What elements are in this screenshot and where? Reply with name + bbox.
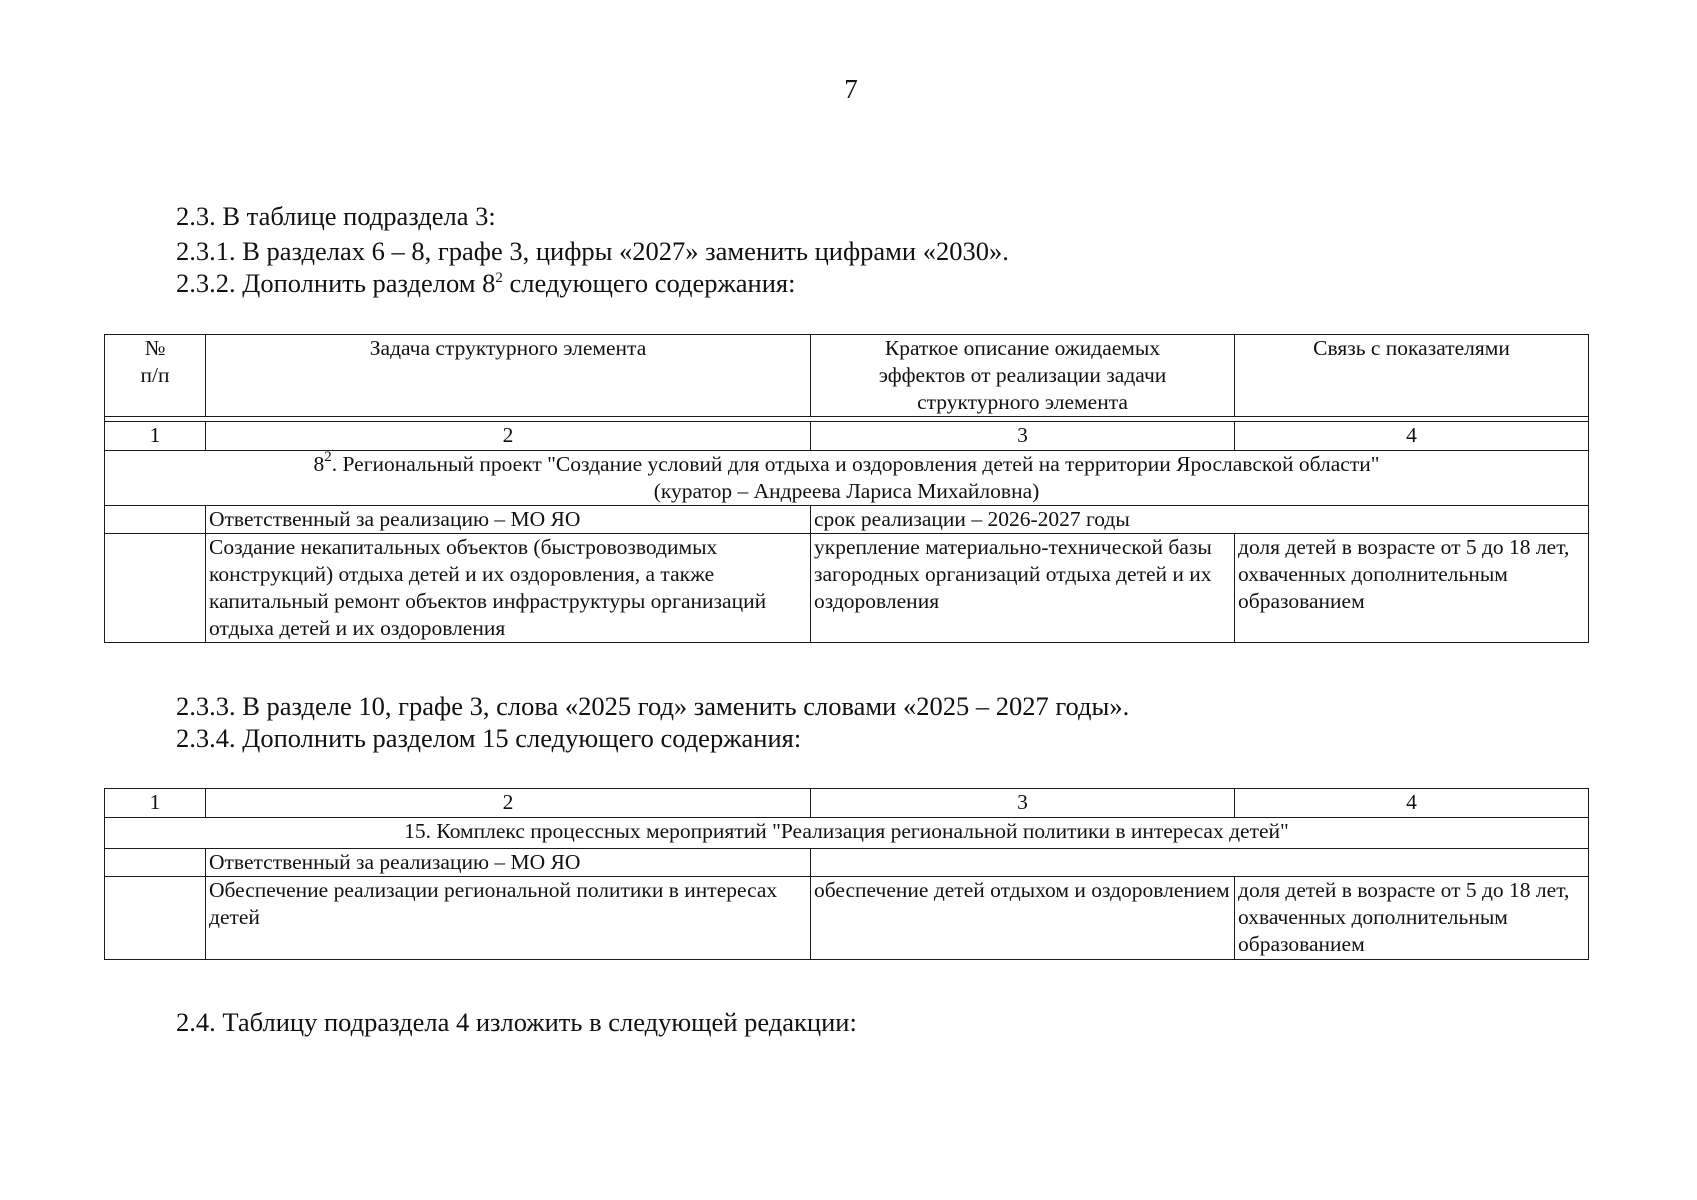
effects-cell: укрепление материально-технической базы загородных организаций отдыха детей и их оздоровления <box>811 534 1235 643</box>
col-number-3: 3 <box>811 789 1235 818</box>
task-cell: Обеспечение реализации региональной политики в интересах детей <box>206 877 811 960</box>
col-number-2: 2 <box>206 422 811 451</box>
paragraph-2-3-2-text-end: следующего содержания: <box>502 268 796 298</box>
col-number-4: 4 <box>1235 422 1589 451</box>
col-number-3: 3 <box>811 422 1235 451</box>
empty-cell <box>105 877 206 960</box>
paragraph-2-4: 2.4. Таблицу подраздела 4 изложить в следующей редакции: <box>176 1007 857 1037</box>
section-curator: (куратор – Андреева Лариса Михайловна) <box>653 479 1040 503</box>
section-title-row <box>105 451 1589 506</box>
table-section-15 <box>104 788 1589 960</box>
page-number: 7 <box>844 74 858 104</box>
header-link: Связь с показателями <box>1235 335 1589 417</box>
paragraph-2-3-2 <box>176 268 795 298</box>
superscript: 2 <box>495 270 503 286</box>
section-title <box>105 451 1589 506</box>
paragraph-2-3-3: 2.3.3. В разделе 10, графе 3, слова «2025 год» заменить словами «2025 – 2027 годы». <box>176 691 1130 721</box>
col-number-1: 1 <box>105 422 206 451</box>
link-cell: доля детей в возрасте от 5 до 18 лет, охваченных дополнительным образованием <box>1235 534 1589 643</box>
header-task: Задача структурного элемента <box>206 335 811 417</box>
task-cell: Создание некапитальных объектов (быстровозводимых конструкций) отдыха детей и их оздоровления, а также капитальный ремонт объектов инфраструктуры организаций отдыха детей и их оздоровления <box>206 534 811 643</box>
table-header-row <box>105 335 1589 417</box>
empty-cell <box>811 849 1589 877</box>
paragraph-2-3: 2.3. В таблице подраздела 3: <box>176 201 496 231</box>
section-title-row <box>105 818 1589 849</box>
table-section-8-2 <box>104 334 1589 643</box>
empty-cell <box>105 534 206 643</box>
empty-cell <box>105 849 206 877</box>
section-title-superscript: 2 <box>324 450 332 465</box>
column-number-row <box>105 422 1589 451</box>
empty-cell <box>105 506 206 534</box>
table-row <box>105 877 1589 960</box>
header-num: № п/п <box>105 335 206 417</box>
section-title-text: . Региональный проект "Создание условий для отдыха и оздоровления детей на территории Ярославской области" <box>331 452 1380 476</box>
col-number-4: 4 <box>1235 789 1589 818</box>
paragraph-2-3-1: 2.3.1. В разделах 6 – 8, графе 3, цифры «2027» заменить цифрами «2030». <box>176 236 1009 266</box>
effects-cell: обеспечение детей отдыхом и оздоровлением <box>811 877 1235 960</box>
section-title-number: 8 <box>313 452 325 476</box>
term-cell: срок реализации – 2026-2027 годы <box>811 506 1589 534</box>
col-number-1: 1 <box>105 789 206 818</box>
paragraph-2-3-2-text: 2.3.2. Дополнить разделом 8 <box>176 268 496 298</box>
paragraph-2-3-4: 2.3.4. Дополнить разделом 15 следующего содержания: <box>176 723 802 753</box>
col-number-2: 2 <box>206 789 811 818</box>
header-effects: Краткое описание ожидаемых эффектов от реализации задачи структурного элемента <box>811 335 1235 417</box>
responsible-cell: Ответственный за реализацию – МО ЯО <box>206 506 811 534</box>
responsible-row <box>105 849 1589 877</box>
column-number-row <box>105 789 1589 818</box>
section-title: 15. Комплекс процессных мероприятий "Реализация региональной политики в интересах детей" <box>105 818 1589 849</box>
link-cell: доля детей в возрасте от 5 до 18 лет, охваченных дополнительным образованием <box>1235 877 1589 960</box>
responsible-cell: Ответственный за реализацию – МО ЯО <box>206 849 811 877</box>
responsible-row <box>105 506 1589 534</box>
table-row <box>105 534 1589 643</box>
